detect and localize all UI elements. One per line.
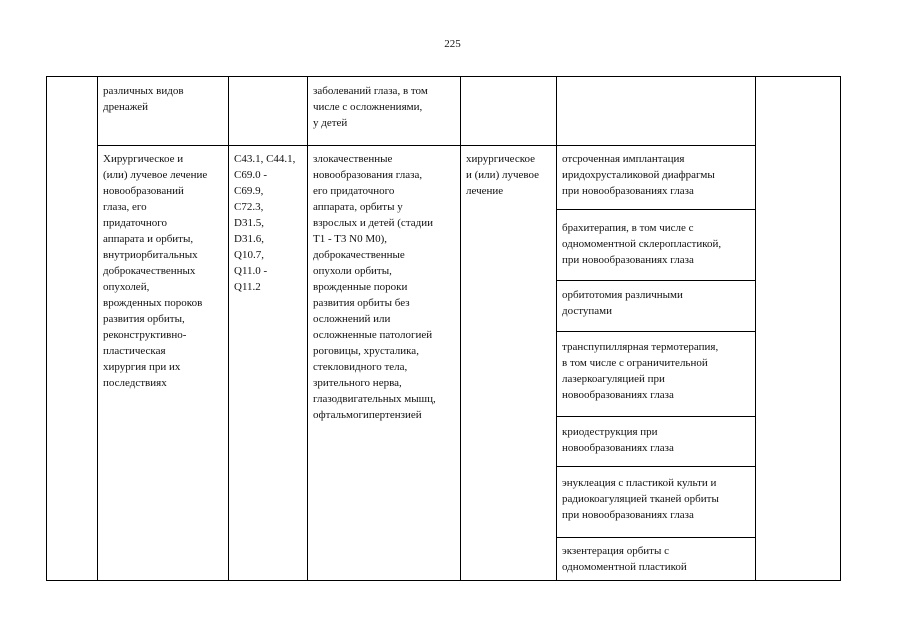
- row2-method-cell: криодеструкция при новообразованиях глаза: [562, 426, 674, 454]
- row2-profile-cell: Хирургическое и (или) лучевое лечение новообразований глаза, его придаточного аппарата и орбиты, внутриорбитальных доброкачественных опухолей, врожденных пороков развития орбиты, реконструктивно- пластическая хирургия при их последствиях: [103, 153, 208, 389]
- row2-method-cell: транспупиллярная термотерапия, в том числе с ограничительной лазеркоагуляцией при новообразованиях глаза: [562, 341, 719, 401]
- row2-method-cell: брахитерапия, в том числе с одномоментной склеропластикой, при новообразованиях глаза: [562, 222, 722, 266]
- table-top-border: [46, 76, 840, 77]
- column-divider: [46, 76, 47, 581]
- table-bottom-border: [46, 580, 840, 581]
- method-divider: [556, 416, 755, 417]
- row-divider: [97, 145, 755, 146]
- method-divider: [556, 466, 755, 467]
- page-number: 225: [444, 38, 461, 50]
- method-divider: [556, 280, 755, 281]
- row2-method-cell: орбитотомия различными доступами: [562, 289, 683, 317]
- row2-treatment-type-cell: хирургическое и (или) лучевое лечение: [466, 153, 540, 197]
- row1-diagnosis-cell: заболеваний глаза, в том числе с осложнениями, у детей: [313, 85, 428, 129]
- method-divider: [556, 537, 755, 538]
- column-divider: [840, 76, 841, 581]
- row2-icd-codes-cell: C43.1, C44.1, C69.0 - C69.9, C72.3, D31.5, D31.6, Q10.7, Q11.0 - Q11.2: [234, 153, 296, 293]
- row2-method-cell: энуклеация с пластикой культи и радиокоагуляцией тканей орбиты при новообразованиях глаза: [562, 477, 719, 521]
- row2-method-cell: экзентерация орбиты с одномоментной пластикой: [562, 545, 687, 573]
- row2-method-cell: отсроченная имплантация иридохрусталиковой диафрагмы при новообразованиях глаза: [562, 153, 715, 197]
- row2-diagnosis-cell: злокачественные новообразования глаза, его придаточного аппарата, орбиты у взрослых и детей (стадии T1 - T3 N0 M0), доброкачественные опухоли орбиты, врожденные пороки развития орбиты без осложнений или осложненные патологией роговицы, хрусталика, стекловидного тела, зрительного нерва, глазодвигательных мышц, офтальмогипертензией: [313, 153, 436, 421]
- column-divider: [755, 76, 756, 581]
- row1-profile-cell: различных видов дренажей: [103, 85, 184, 113]
- method-divider: [556, 331, 755, 332]
- method-divider: [556, 209, 755, 210]
